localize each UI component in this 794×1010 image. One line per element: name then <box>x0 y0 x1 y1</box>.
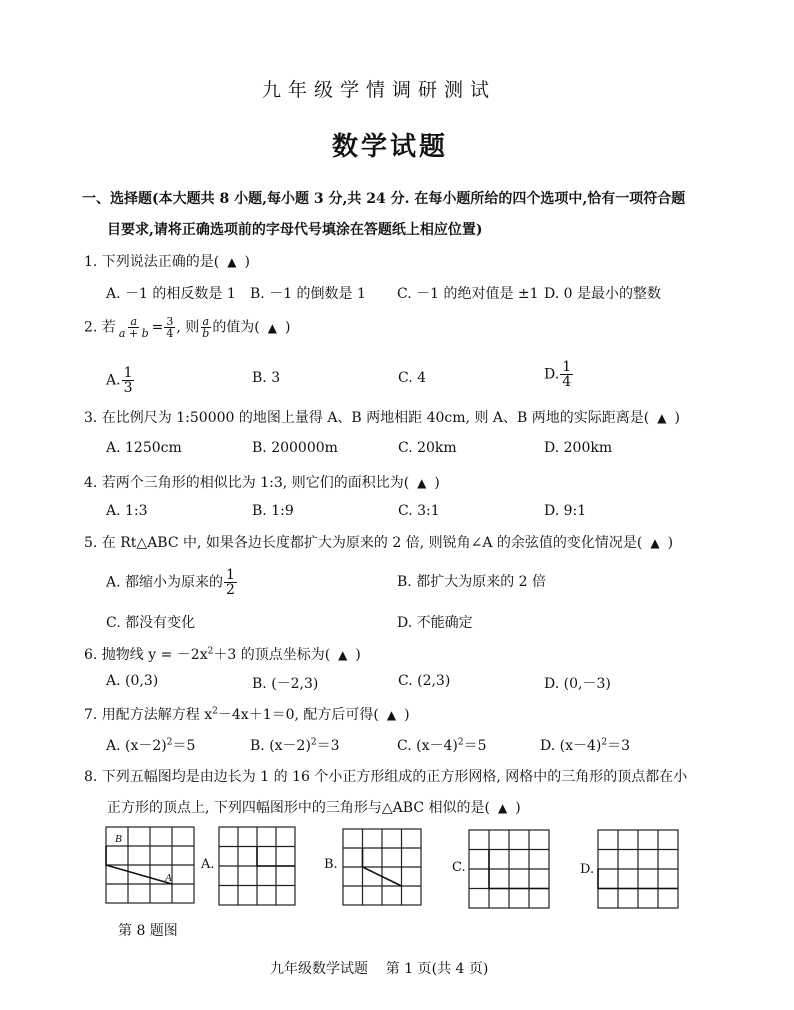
q1-option-b: B. －1 的倒数是 1 <box>250 286 366 302</box>
q7-option-a-rhs: ＝5 <box>172 738 196 754</box>
fraction-three-fourths <box>164 316 175 339</box>
question-8-line-1: 8. 下列五幅图均是由边长为 1 的 16 个小正方形组成的正方形网格, 网格中的三角形的顶点都在小 <box>84 769 688 785</box>
q3-option-c: C. 20km <box>398 440 457 456</box>
grid-option-d-label: D. <box>580 862 595 877</box>
frac-denominator: 2 <box>226 582 235 598</box>
section-heading: 一、选择题(本大题共 8 小题,每小题 3 分,共 24 分. 在每小题所给的四个选项中,恰有一项符合题 <box>82 191 686 207</box>
grid-option-b <box>342 828 422 906</box>
question-5-stem: 5. 在 Rt△ABC 中, 如果各边长度都扩大为原来的 2 倍, 则锐角∠A 的余弦值的变化情况是( <box>84 535 643 551</box>
close-paren: ) <box>244 254 250 270</box>
fraction-a-over-b <box>200 316 211 339</box>
q1-option-a: A. －1 的相反数是 1 <box>106 286 236 302</box>
q7-option-a <box>106 735 195 755</box>
q7-option-c-rhs: ＝5 <box>463 738 487 754</box>
question-6-stem: 6. 抛物线 y = －2x <box>84 647 208 663</box>
exam-subtitle: 九年级学情调研测试 <box>262 79 497 101</box>
answer-triangle-icon: ▲ <box>417 476 427 490</box>
equals-sign: = <box>151 319 164 336</box>
q3-option-b: B. 200000m <box>252 440 338 456</box>
exponent: 2 <box>166 737 173 748</box>
q4-option-d: D. 9:1 <box>544 503 587 519</box>
question-6-stem-tail: ＋3 的顶点坐标为( <box>213 647 331 663</box>
exponent: 2 <box>212 706 218 717</box>
close-paren: ) <box>355 647 361 663</box>
exponent: 2 <box>310 737 317 748</box>
question-5 <box>84 532 673 552</box>
exponent: 2 <box>207 646 214 657</box>
frac-numerator: a <box>202 315 210 328</box>
frac-numerator: a <box>130 315 137 328</box>
fraction-one-half <box>224 568 237 597</box>
answer-triangle-icon: ▲ <box>267 320 278 335</box>
close-paren: ) <box>285 319 291 336</box>
answer-triangle-icon: ▲ <box>386 708 397 722</box>
close-paren: ) <box>515 800 521 816</box>
q4-option-a: A. 1:3 <box>106 503 148 519</box>
q7-option-b-base: B. (x－2) <box>250 738 311 754</box>
grid-option-c <box>468 829 550 909</box>
q5-option-d: D. 不能确定 <box>397 615 473 631</box>
question-7 <box>84 704 410 724</box>
option-label: A. <box>106 372 121 389</box>
question-7-stem-tail: －4x＋1＝0, 配方后可得( <box>217 707 379 723</box>
question-3-stem: 3. 在比例尺为 1:50000 的地图上量得 A、B 两地相距 40cm, 则 A、B 两地的实际距离是( <box>84 410 650 426</box>
q1-option-d: D. 0 是最小的整数 <box>544 286 661 302</box>
frac-numerator: 3 <box>166 315 174 328</box>
question-8-stem: 正方形的顶点上, 下列四幅图形中的三角形与△ABC 相似的是( <box>107 800 490 816</box>
answer-triangle-icon: ▲ <box>650 536 660 550</box>
question-8-line-2 <box>107 797 521 817</box>
q2-option-a <box>106 366 135 395</box>
q7-option-c-base: C. (x－4) <box>397 738 458 754</box>
vertex-label-a: A <box>165 872 172 884</box>
q5-option-c: C. 都没有变化 <box>106 615 196 631</box>
figure-caption: 第 8 题图 <box>118 923 178 939</box>
answer-triangle-icon: ▲ <box>497 801 508 815</box>
page-title: 数学试题 <box>332 132 449 162</box>
grid-option-c-label: C. <box>452 860 466 875</box>
q1-option-c: C. －1 的绝对值是 ±1 <box>397 286 539 302</box>
fraction-one-fourth <box>560 360 573 389</box>
q5-option-a <box>106 568 238 597</box>
question-4-stem: 4. 若两个三角形的相似比为 1:3, 则它们的面积比为( <box>84 475 410 491</box>
close-paren: ) <box>667 535 674 551</box>
question-1 <box>84 251 250 271</box>
question-2-prefix: 2. 若 <box>84 319 116 336</box>
q3-option-d: D. 200km <box>544 440 613 456</box>
q5-option-b: B. 都扩大为原来的 2 倍 <box>397 574 546 590</box>
frac-numerator: 1 <box>123 365 133 381</box>
question-2-suffix: 的值为( <box>212 319 260 336</box>
close-paren: ) <box>434 475 440 491</box>
grid-option-a-label: A. <box>201 857 215 872</box>
fraction-one-third <box>122 366 135 395</box>
q7-option-c <box>397 735 487 755</box>
grid-option-d <box>597 829 679 909</box>
frac-denominator: a + b <box>118 327 149 340</box>
q6-option-a: A. (0,3) <box>106 673 159 689</box>
q7-option-b <box>250 735 340 755</box>
frac-denominator: b <box>202 327 210 340</box>
q6-option-b: B. (－2,3) <box>252 676 319 692</box>
q6-option-c: C. (2,3) <box>398 673 451 689</box>
q2-option-d <box>544 360 574 389</box>
q3-option-a: A. 1250cm <box>106 440 182 456</box>
question-6 <box>84 644 361 664</box>
q7-option-b-rhs: ＝3 <box>316 738 340 754</box>
q4-option-c: C. 3:1 <box>398 503 440 519</box>
grid-option-a <box>218 826 296 906</box>
q7-option-d-rhs: ＝3 <box>607 738 631 754</box>
q7-option-d <box>540 735 630 755</box>
q5-option-a-text: A. 都缩小为原来的 <box>106 574 224 591</box>
frac-numerator: 1 <box>226 567 235 583</box>
fraction-a-over-a-plus-b <box>117 316 151 339</box>
question-4 <box>84 472 440 492</box>
question-3 <box>84 407 680 427</box>
exponent: 2 <box>601 737 608 748</box>
q7-option-d-base: D. (x－4) <box>540 738 602 754</box>
page-footer: 九年级数学试题 第 1 页(共 4 页) <box>270 961 489 977</box>
frac-numerator: 1 <box>562 359 572 375</box>
vertex-label-b: B <box>115 833 122 845</box>
q7-option-a-base: A. (x－2) <box>106 738 167 754</box>
answer-triangle-icon: ▲ <box>338 648 348 662</box>
q2-option-c: C. 4 <box>398 370 427 386</box>
grid-option-b-label: B. <box>324 857 338 872</box>
answer-triangle-icon: ▲ <box>227 255 237 269</box>
question-7-stem: 7. 用配方法解方程 x <box>84 707 213 723</box>
close-paren: ) <box>674 410 680 426</box>
question-1-stem: 1. 下列说法正确的是( <box>84 254 220 270</box>
question-2 <box>84 316 290 339</box>
reference-grid-abc <box>105 826 195 904</box>
option-label: D. <box>544 366 560 383</box>
frac-denominator: 4 <box>562 374 572 390</box>
q2-option-b: B. 3 <box>252 370 281 386</box>
frac-denominator: 3 <box>123 380 133 396</box>
question-2-mid: , 则 <box>176 319 200 336</box>
q6-option-d: D. (0,－3) <box>544 676 611 692</box>
exponent: 2 <box>457 737 464 748</box>
frac-denominator: 4 <box>166 327 174 340</box>
section-instructions: 目要求,请将正确选项前的字母代号填涂在答题纸上相应位置) <box>107 222 483 238</box>
q4-option-b: B. 1:9 <box>252 503 294 519</box>
answer-triangle-icon: ▲ <box>657 411 667 425</box>
close-paren: ) <box>404 707 410 723</box>
